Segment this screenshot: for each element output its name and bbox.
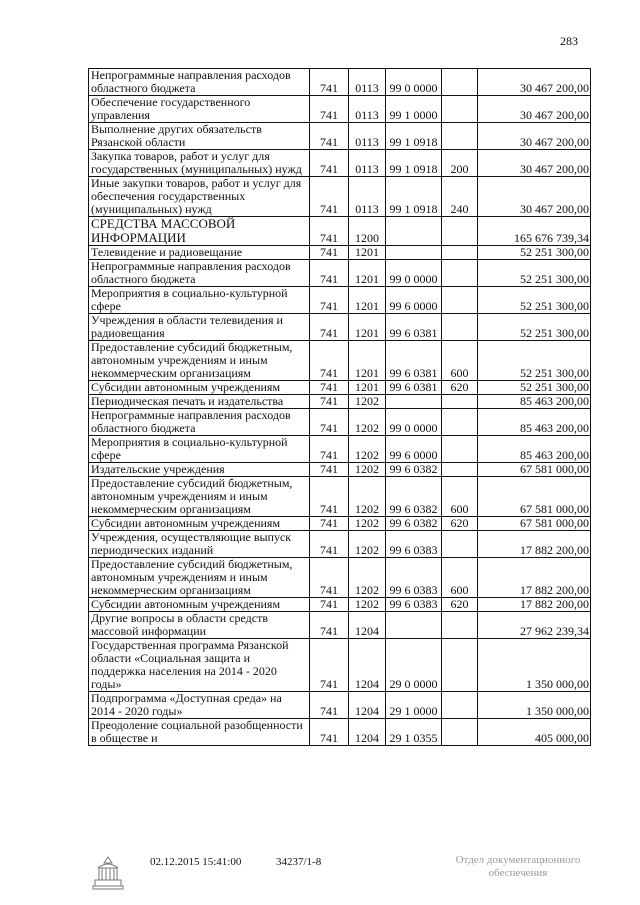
row-sum-cell: 67 581 000,00 xyxy=(478,477,591,517)
table-row xyxy=(89,517,591,531)
row-ved-cell: 741 xyxy=(310,409,349,436)
row-section-cell: 1200 xyxy=(349,217,386,246)
row-target-article-cell: 99 0 0000 xyxy=(386,409,442,436)
row-name-cell: Непрограммные направления расходов областного бюджета xyxy=(89,409,310,436)
row-ved-cell: 741 xyxy=(310,381,349,395)
footer-dept-line2: обеспечения xyxy=(488,867,548,879)
row-expense-type-cell: 620 xyxy=(442,598,478,612)
row-target-article-cell: 99 6 0383 xyxy=(386,598,442,612)
footer-date: 02.12.2015 15:41:00 xyxy=(150,856,242,868)
table-row xyxy=(89,287,591,314)
row-sum-cell: 67 581 000,00 xyxy=(478,517,591,531)
row-section-cell: 1202 xyxy=(349,477,386,517)
row-ved-cell: 741 xyxy=(310,692,349,719)
row-sum-cell: 17 882 200,00 xyxy=(478,558,591,598)
row-sum-cell: 405 000,00 xyxy=(478,719,591,746)
table-row xyxy=(89,409,591,436)
row-target-article-cell: 99 6 0000 xyxy=(386,287,442,314)
row-name-cell: Выполнение других обязательств Рязанской области xyxy=(89,123,310,150)
row-expense-type-cell xyxy=(442,612,478,639)
row-section-cell: 0113 xyxy=(349,123,386,150)
row-name-cell: Обеспечение государственного управления xyxy=(89,96,310,123)
row-target-article-cell: 99 6 0381 xyxy=(386,314,442,341)
row-expense-type-cell xyxy=(442,96,478,123)
table-row xyxy=(89,719,591,746)
footer-dept-line1: Отдел документационного xyxy=(455,854,581,866)
row-ved-cell: 741 xyxy=(310,217,349,246)
row-target-article-cell: 99 6 0382 xyxy=(386,477,442,517)
row-target-article-cell: 99 1 0918 xyxy=(386,177,442,217)
row-ved-cell: 741 xyxy=(310,246,349,260)
row-name-cell: Периодическая печать и издательства xyxy=(89,395,310,409)
footer-department xyxy=(440,854,596,880)
row-target-article-cell: 99 1 0918 xyxy=(386,150,442,177)
row-expense-type-cell: 620 xyxy=(442,517,478,531)
row-name-cell: Другие вопросы в области средств массовой информации xyxy=(89,612,310,639)
row-ved-cell: 741 xyxy=(310,436,349,463)
row-section-cell: 1201 xyxy=(349,314,386,341)
row-ved-cell: 741 xyxy=(310,69,349,96)
row-section-cell: 0113 xyxy=(349,69,386,96)
row-section-cell: 1202 xyxy=(349,517,386,531)
row-name-cell: Учреждения в области телевидения и радиовещания xyxy=(89,314,310,341)
row-expense-type-cell: 200 xyxy=(442,150,478,177)
row-name-cell: Закупка товаров, работ и услуг для государственных (муниципальных) нужд xyxy=(89,150,310,177)
row-section-cell: 1202 xyxy=(349,436,386,463)
table-row xyxy=(89,177,591,217)
row-sum-cell: 30 467 200,00 xyxy=(478,96,591,123)
row-section-cell: 1201 xyxy=(349,341,386,381)
row-name-cell: Государственная программа Рязанской области «Социальная защита и поддержка населения на 2014 - 2020 годы» xyxy=(89,639,310,692)
row-ved-cell: 741 xyxy=(310,341,349,381)
row-name-cell: Субсидии автономным учреждениям xyxy=(89,381,310,395)
row-section-cell: 0113 xyxy=(349,150,386,177)
row-target-article-cell: 99 6 0382 xyxy=(386,517,442,531)
row-name-cell: Подпрограмма «Доступная среда» на 2014 - 2020 годы» xyxy=(89,692,310,719)
row-sum-cell: 1 350 000,00 xyxy=(478,639,591,692)
row-target-article-cell: 29 1 0355 xyxy=(386,719,442,746)
row-section-cell: 0113 xyxy=(349,96,386,123)
row-target-article-cell: 99 0 0000 xyxy=(386,69,442,96)
row-target-article-cell: 99 6 0383 xyxy=(386,558,442,598)
row-ved-cell: 741 xyxy=(310,531,349,558)
row-name-cell: Непрограммные направления расходов областного бюджета xyxy=(89,69,310,96)
row-section-cell: 1201 xyxy=(349,260,386,287)
row-name-cell: Учреждения, осуществляющие выпуск периодических изданий xyxy=(89,531,310,558)
budget-table xyxy=(88,68,591,746)
row-ved-cell: 741 xyxy=(310,177,349,217)
row-section-cell: 1202 xyxy=(349,598,386,612)
table-row xyxy=(89,381,591,395)
row-target-article-cell: 99 1 0000 xyxy=(386,96,442,123)
row-ved-cell: 741 xyxy=(310,612,349,639)
row-target-article-cell: 99 0 0000 xyxy=(386,260,442,287)
row-ved-cell: 741 xyxy=(310,123,349,150)
row-sum-cell: 52 251 300,00 xyxy=(478,341,591,381)
row-target-article-cell: 29 1 0000 xyxy=(386,692,442,719)
row-sum-cell: 17 882 200,00 xyxy=(478,598,591,612)
row-sum-cell: 30 467 200,00 xyxy=(478,123,591,150)
table-row xyxy=(89,395,591,409)
row-ved-cell: 741 xyxy=(310,260,349,287)
row-expense-type-cell: 600 xyxy=(442,558,478,598)
row-ved-cell: 741 xyxy=(310,96,349,123)
coat-of-arms-icon xyxy=(90,854,126,892)
row-name-cell: Преодоление социальной разобщенности в обществе и xyxy=(89,719,310,746)
row-expense-type-cell xyxy=(442,69,478,96)
row-sum-cell: 52 251 300,00 xyxy=(478,246,591,260)
row-expense-type-cell xyxy=(442,287,478,314)
table-row xyxy=(89,96,591,123)
row-section-cell: 1201 xyxy=(349,381,386,395)
row-target-article-cell: 99 6 0000 xyxy=(386,436,442,463)
row-expense-type-cell xyxy=(442,692,478,719)
table-row xyxy=(89,69,591,96)
row-section-cell: 1202 xyxy=(349,463,386,477)
row-ved-cell: 741 xyxy=(310,598,349,612)
row-expense-type-cell: 600 xyxy=(442,341,478,381)
row-target-article-cell: 99 1 0918 xyxy=(386,123,442,150)
row-target-article-cell xyxy=(386,395,442,409)
row-expense-type-cell xyxy=(442,436,478,463)
row-sum-cell: 85 463 200,00 xyxy=(478,395,591,409)
row-section-cell: 1204 xyxy=(349,612,386,639)
row-sum-cell: 30 467 200,00 xyxy=(478,177,591,217)
table-row xyxy=(89,260,591,287)
row-ved-cell: 741 xyxy=(310,314,349,341)
row-ved-cell: 741 xyxy=(310,639,349,692)
row-expense-type-cell xyxy=(442,314,478,341)
row-sum-cell: 30 467 200,00 xyxy=(478,150,591,177)
row-target-article-cell: 99 6 0381 xyxy=(386,381,442,395)
page-number: 283 xyxy=(560,34,578,48)
row-section-cell: 1202 xyxy=(349,409,386,436)
row-target-article-cell: 29 0 0000 xyxy=(386,639,442,692)
row-target-article-cell xyxy=(386,612,442,639)
row-sum-cell: 52 251 300,00 xyxy=(478,260,591,287)
table-row xyxy=(89,341,591,381)
row-name-cell: Непрограммные направления расходов областного бюджета xyxy=(89,260,310,287)
row-ved-cell: 741 xyxy=(310,395,349,409)
row-name-cell: Субсидии автономным учреждениям xyxy=(89,517,310,531)
row-section-cell: 1202 xyxy=(349,395,386,409)
table-row xyxy=(89,692,591,719)
table-row xyxy=(89,612,591,639)
row-name-cell: Телевидение и радиовещание xyxy=(89,246,310,260)
table-row xyxy=(89,531,591,558)
row-expense-type-cell xyxy=(442,246,478,260)
row-sum-cell: 52 251 300,00 xyxy=(478,381,591,395)
row-section-cell: 1204 xyxy=(349,692,386,719)
table-row xyxy=(89,463,591,477)
row-ved-cell: 741 xyxy=(310,719,349,746)
table-row xyxy=(89,477,591,517)
row-target-article-cell: 99 6 0383 xyxy=(386,531,442,558)
row-name-cell: Субсидии автономным учреждениям xyxy=(89,598,310,612)
row-name-cell: СРЕДСТВА МАССОВОЙ ИНФОРМАЦИИ xyxy=(89,217,310,246)
row-expense-type-cell xyxy=(442,260,478,287)
row-name-cell: Иные закупки товаров, работ и услуг для обеспечения государственных (муниципальных) нужд xyxy=(89,177,310,217)
row-sum-cell: 27 962 239,34 xyxy=(478,612,591,639)
row-name-cell: Издательские учреждения xyxy=(89,463,310,477)
row-sum-cell: 165 676 739,34 xyxy=(478,217,591,246)
row-ved-cell: 741 xyxy=(310,477,349,517)
row-section-cell: 0113 xyxy=(349,177,386,217)
row-expense-type-cell xyxy=(442,217,478,246)
row-section-cell: 1202 xyxy=(349,531,386,558)
row-ved-cell: 741 xyxy=(310,558,349,598)
row-name-cell: Мероприятия в социально-культурной сфере xyxy=(89,287,310,314)
row-section-cell: 1204 xyxy=(349,719,386,746)
row-ved-cell: 741 xyxy=(310,517,349,531)
row-sum-cell: 30 467 200,00 xyxy=(478,69,591,96)
row-target-article-cell xyxy=(386,246,442,260)
row-sum-cell: 52 251 300,00 xyxy=(478,314,591,341)
table-row xyxy=(89,436,591,463)
row-sum-cell: 52 251 300,00 xyxy=(478,287,591,314)
footer-doc-number: 34237/1-8 xyxy=(276,856,322,868)
row-name-cell: Предоставление субсидий бюджетным, автономным учреждениям и иным некоммерческим организациям xyxy=(89,341,310,381)
row-target-article-cell xyxy=(386,217,442,246)
table-row xyxy=(89,639,591,692)
row-ved-cell: 741 xyxy=(310,150,349,177)
row-expense-type-cell xyxy=(442,409,478,436)
table-row xyxy=(89,558,591,598)
row-sum-cell: 67 581 000,00 xyxy=(478,463,591,477)
row-name-cell: Предоставление субсидий бюджетным, автономным учреждениям и иным некоммерческим организациям xyxy=(89,477,310,517)
row-name-cell: Мероприятия в социально-культурной сфере xyxy=(89,436,310,463)
page-footer xyxy=(0,854,640,894)
row-name-cell: Предоставление субсидий бюджетным, автономным учреждениям и иным некоммерческим организациям xyxy=(89,558,310,598)
row-expense-type-cell xyxy=(442,395,478,409)
row-expense-type-cell xyxy=(442,463,478,477)
row-expense-type-cell xyxy=(442,531,478,558)
table-row xyxy=(89,314,591,341)
row-expense-type-cell xyxy=(442,639,478,692)
table-row xyxy=(89,246,591,260)
row-sum-cell: 17 882 200,00 xyxy=(478,531,591,558)
row-sum-cell: 1 350 000,00 xyxy=(478,692,591,719)
row-sum-cell: 85 463 200,00 xyxy=(478,409,591,436)
row-sum-cell: 85 463 200,00 xyxy=(478,436,591,463)
table-row xyxy=(89,598,591,612)
table-row xyxy=(89,150,591,177)
row-expense-type-cell: 600 xyxy=(442,477,478,517)
table-row xyxy=(89,217,591,246)
row-section-cell: 1204 xyxy=(349,639,386,692)
row-expense-type-cell xyxy=(442,719,478,746)
row-ved-cell: 741 xyxy=(310,463,349,477)
table-row xyxy=(89,123,591,150)
row-expense-type-cell xyxy=(442,123,478,150)
row-section-cell: 1202 xyxy=(349,558,386,598)
row-ved-cell: 741 xyxy=(310,287,349,314)
row-target-article-cell: 99 6 0382 xyxy=(386,463,442,477)
row-target-article-cell: 99 6 0381 xyxy=(386,341,442,381)
row-section-cell: 1201 xyxy=(349,246,386,260)
row-expense-type-cell: 240 xyxy=(442,177,478,217)
row-expense-type-cell: 620 xyxy=(442,381,478,395)
row-section-cell: 1201 xyxy=(349,287,386,314)
